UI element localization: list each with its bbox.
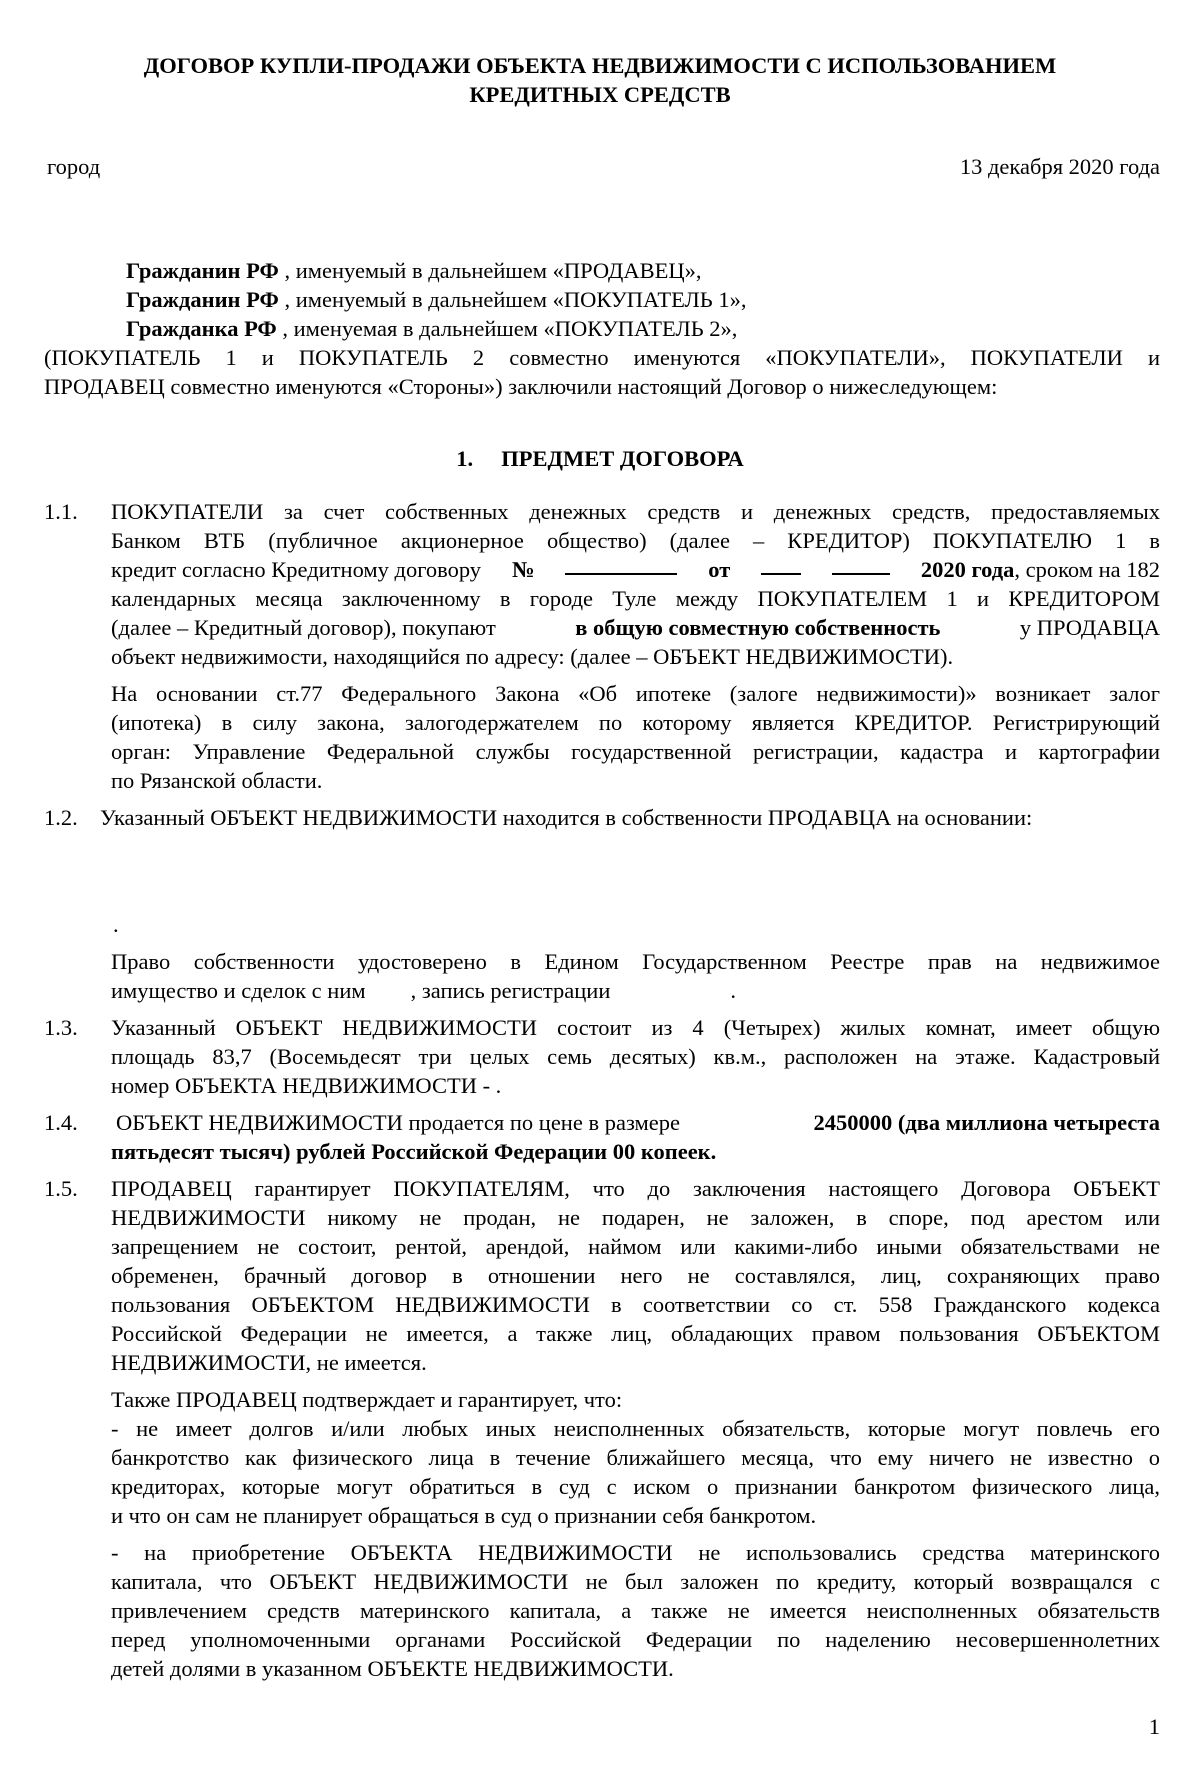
price-amount: 2450000 (два миллиона четыреста <box>813 1110 1160 1135</box>
loan-year: 2020 года <box>920 557 1015 582</box>
clause-1-1-p2-line-1: На основании ст.77 Федерального Закона «Об ипотеке (залоге недвижимости)» возникает залог <box>111 681 1160 706</box>
clause-1-2-p2-line-1: Право собственности удостоверено в Едином Государственном Реестре прав на недвижимое <box>111 949 1160 974</box>
clause-1-5-line-6: Российской Федерации не имеется, а также лиц, обладающих правом пользования ОБЪЕКТОМ <box>111 1321 1160 1346</box>
clause-1-5-line-1: ПРОДАВЕЦ гарантирует ПОКУПАТЕЛЯМ, что до заключения настоящего Договора ОБЪЕКТ <box>111 1176 1160 1201</box>
clause-1-4-line-2: пятьдесят тысяч) рублей Российской Федерации 00 копеек. <box>111 1139 717 1164</box>
clause-1-1-line-2: Банком ВТБ (публичное акционерное общество) (далее – КРЕДИТОР) ПОКУПАТЕЛЮ 1 в <box>111 528 1160 553</box>
parties-joint-line-2: ПРОДАВЕЦ совместно именуются «Стороны») заключили настоящий Договор о нижеследующем: <box>44 374 998 399</box>
clause-1-5-p2-line-5: и что он сам не планирует обращаться в суд о признании себя банкротом. <box>111 1503 817 1528</box>
loan-term-text: , сроком на 182 <box>1014 557 1160 582</box>
clause-1-1-line-5 <box>111 613 1160 642</box>
clause-1-5-p2-line-1: Также ПРОДАВЕЦ подтверждает и гарантирует, что: <box>111 1387 623 1412</box>
document-title-line-1: ДОГОВОР КУПЛИ-ПРОДАЖИ ОБЪЕКТА НЕДВИЖИМОСТИ С ИСПОЛЬЗОВАНИЕМ <box>143 53 1057 78</box>
clause-1-2-number: 1.2. <box>44 805 78 830</box>
clause-1-5-p3-line-2: капитала, что ОБЪЕКТ НЕДВИЖИМОСТИ не был заложен по кредиту, который возвращался с <box>111 1569 1160 1594</box>
loan-day-blank <box>761 555 801 575</box>
clause-1-1-p2-line-2: (ипотека) в силу закона, залогодержателем по которому является КРЕДИТОР. Регистрирующий <box>111 710 1160 735</box>
buyer1-label: Гражданин РФ <box>126 287 279 312</box>
clause-1-5-p2-line-2: - не имеет долгов и/или любых иных неисполненных обязательств, которые могут повлечь его <box>111 1416 1160 1441</box>
registration-record-text: , запись регистрации <box>410 978 611 1003</box>
clause-1-3-line-3: номер ОБЪЕКТА НЕДВИЖИМОСТИ - . <box>111 1073 502 1098</box>
loan-from-label: от <box>708 557 731 582</box>
clause-1-2-p2-line-2 <box>111 976 736 1005</box>
clause-1-1-line-3 <box>111 555 1160 584</box>
joint-ownership-text: в общую совместную собственность <box>575 615 941 640</box>
buyer1-text: , именуемый в дальнейшем «ПОКУПАТЕЛЬ 1», <box>278 287 747 312</box>
registry-text: имущество и сделок с ним <box>111 978 366 1003</box>
loan-number-sign: № <box>511 557 535 582</box>
clause-1-2-dot: . <box>113 912 119 937</box>
purchase-text: (далее – Кредитный договор), покупают <box>111 615 496 640</box>
from-seller-text: у ПРОДАВЦА <box>1019 615 1160 640</box>
clause-1-5-p3-line-4: перед уполномоченными органами Российской Федерации по наделению несовершеннолетних <box>111 1627 1160 1652</box>
registration-record-end: . <box>730 978 736 1003</box>
clause-1-1-line-6: объект недвижимости, находящийся по адресу: (далее – ОБЪЕКТ НЕДВИЖИМОСТИ). <box>111 644 954 669</box>
clause-1-1-line-1: ПОКУПАТЕЛИ за счет собственных денежных средств и денежных средств, предоставляемых <box>111 499 1160 524</box>
seller-label: Гражданин РФ <box>126 258 279 283</box>
clause-1-5-line-4: обременен, брачный договор в отношении него не составлялся, лиц, сохраняющих право <box>111 1263 1160 1288</box>
clause-1-5-line-3: запрещением не состоит, рентой, арендой, наймом или какими-либо иными обязательствами не <box>111 1234 1160 1259</box>
buyer2-text: , именуемая в дальнейшем «ПОКУПАТЕЛЬ 2», <box>276 316 738 341</box>
section-1-title: ПРЕДМЕТ ДОГОВОРА <box>501 446 744 471</box>
clause-1-5-line-5: пользования ОБЪЕКТОМ НЕДВИЖИМОСТИ в соответствии со ст. 558 Гражданского кодекса <box>111 1292 1160 1317</box>
seller-text: , именуемый в дальнейшем «ПРОДАВЕЦ», <box>278 258 702 283</box>
city-label: город <box>47 154 101 179</box>
clause-1-5-line-2: НЕДВИЖИМОСТИ никому не продан, не подарен, не заложен, в споре, под арестом или <box>111 1205 1160 1230</box>
party-buyer-1 <box>126 285 746 314</box>
clause-1-5-p2-line-4: кредиторах, которые могут обратиться в суд с иском о признании банкротом физического лица, <box>111 1474 1160 1499</box>
clause-1-3-number: 1.3. <box>44 1015 78 1040</box>
price-text: ОБЪЕКТ НЕДВИЖИМОСТИ продается по цене в размере <box>116 1110 680 1135</box>
clause-1-4-number: 1.4. <box>44 1110 78 1135</box>
buyer2-label: Гражданка РФ <box>126 316 277 341</box>
party-buyer-2 <box>126 314 737 343</box>
clause-1-5-p3-line-5: детей долями в указанном ОБЪЕКТЕ НЕДВИЖИМОСТИ. <box>111 1656 674 1681</box>
clause-1-3-line-2: площадь 83,7 (Восемьдесят три целых семь десятых) кв.м., расположен на этаже. Кадастровый <box>111 1044 1160 1069</box>
clause-1-5-number: 1.5. <box>44 1176 78 1201</box>
clause-1-3-line-1: Указанный ОБЪЕКТ НЕДВИЖИМОСТИ состоит из 4 (Четырех) жилых комнат, имеет общую <box>111 1015 1160 1040</box>
section-1-number: 1. <box>456 446 474 471</box>
document-title-line-2: КРЕДИТНЫХ СРЕДСТВ <box>469 82 731 107</box>
clause-1-4-line-1 <box>116 1108 1160 1137</box>
contract-date: 13 декабря 2020 года <box>959 154 1160 179</box>
parties-joint-line-1: (ПОКУПАТЕЛЬ 1 и ПОКУПАТЕЛЬ 2 совместно именуются «ПОКУПАТЕЛИ», ПОКУПАТЕЛИ и <box>44 345 1160 370</box>
clause-1-1-p2-line-3: орган: Управление Федеральной службы государственной регистрации, кадастра и картографии <box>111 739 1160 764</box>
page-number: 1 <box>1148 1714 1160 1739</box>
section-1-heading <box>0 444 1200 473</box>
clause-1-1-line-4: календарных месяца заключенному в городе Туле между ПОКУПАТЕЛЕМ 1 и КРЕДИТОРОМ <box>111 586 1160 611</box>
loan-month-blank <box>832 555 890 575</box>
clause-1-2-line-1: Указанный ОБЪЕКТ НЕДВИЖИМОСТИ находится в собственности ПРОДАВЦА на основании: <box>100 805 1033 830</box>
clause-1-5-p3-line-3: привлечением средств материнского капитала, а также не имеется неисполненных обязательств <box>111 1598 1160 1623</box>
party-seller <box>126 256 701 285</box>
clause-1-1-number: 1.1. <box>44 499 78 524</box>
clause-1-5-line-7: НЕДВИЖИМОСТИ, не имеется. <box>111 1350 427 1375</box>
loan-number-blank <box>565 555 677 575</box>
clause-1-5-p3-line-1: - на приобретение ОБЪЕКТА НЕДВИЖИМОСТИ не использовались средства материнского <box>111 1540 1160 1565</box>
loan-agreement-text: кредит согласно Кредитному договору <box>111 557 482 582</box>
clause-1-5-p2-line-3: банкротство как физического лица в течение ближайшего месяца, что ему ничего не известно о <box>111 1445 1160 1470</box>
clause-1-1-p2-line-4: по Рязанской области. <box>111 768 323 793</box>
